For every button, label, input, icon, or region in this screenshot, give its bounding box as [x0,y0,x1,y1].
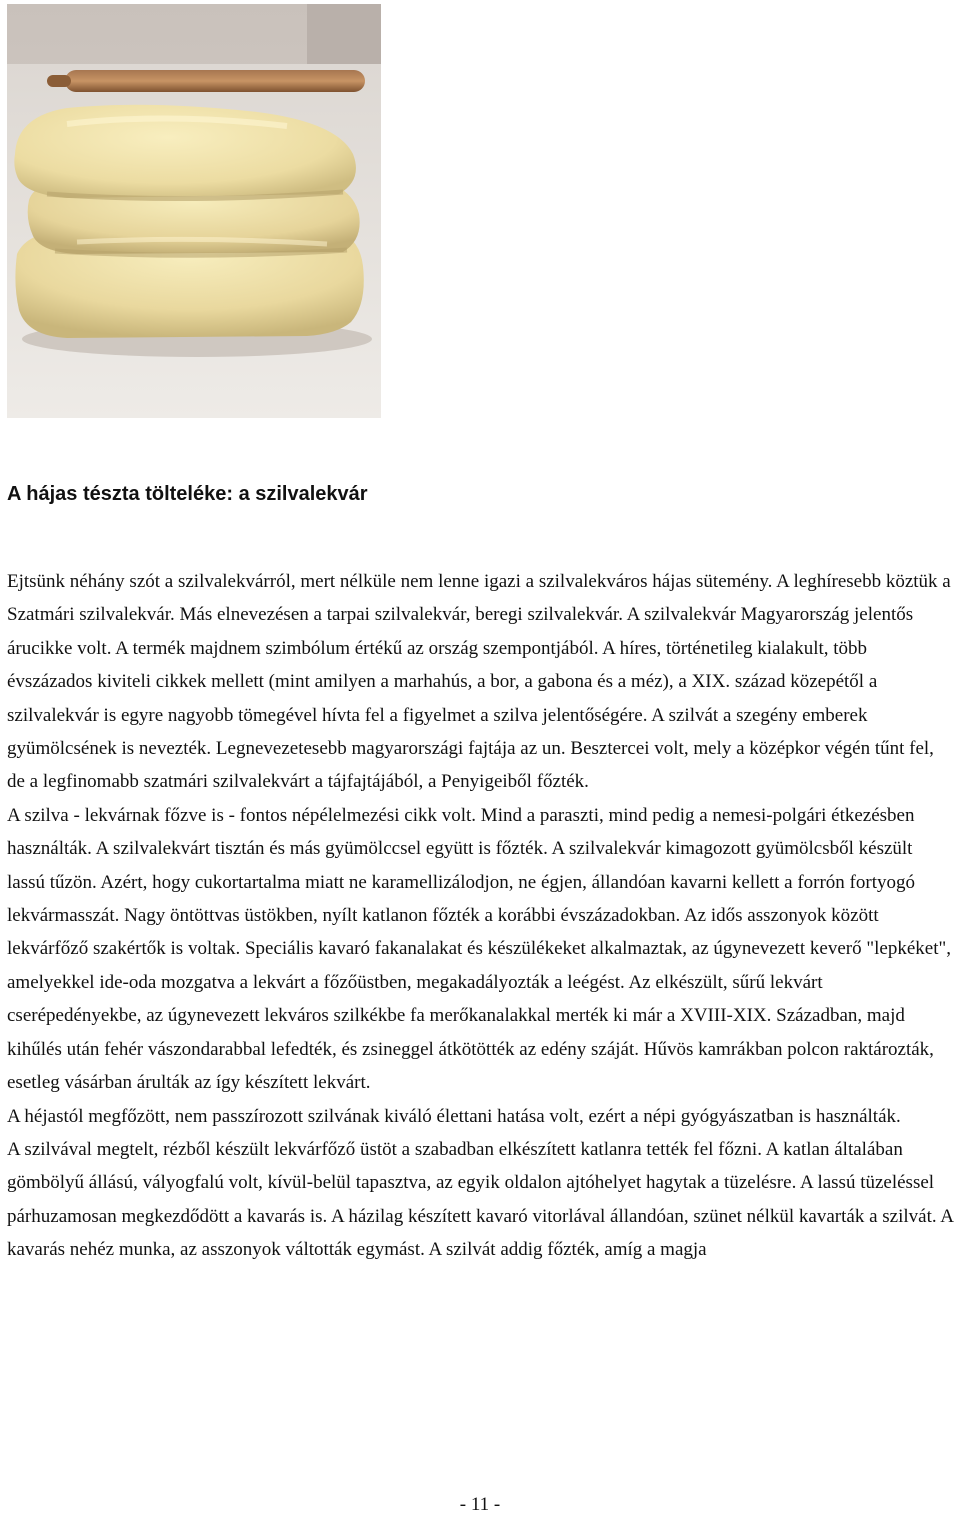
folded-dough-photo [7,4,381,418]
paragraph: A szilvával megtelt, rézből készült lekvárfőző üstöt a szabadban elkészített katlanra tették fel főzni. A katlan általában gömbölyű állású, vályogfalú volt, kívül-belül tapasztva, az egyik oldalon ajtóhelyet hagytak a tüzelésre. A lassú tüzeléssel párhuzamosan megkezdődött a kavarás is. A házilag készített kavaró vitorlával állandóan, szünet nélkül kavarták a szilvát. A kavarás nehéz munka, az asszonyok váltották egymást. A szilvát addig főzték, amíg a magja [7,1138,953,1261]
page-number: - 11 - [459,1494,501,1515]
folded-dough-illustration [7,4,381,418]
section-heading: A hájas tészta tölteléke: a szilvalekvár [7,483,368,505]
paragraph: Ejtsünk néhány szót a szilvalekvárról, mert nélküle nem lenne igazi a szilvalekváros hájas sütemény. A leghíresebb köztük a Szatmári szilvalekvár. Más elnevezésen a tarpai szilvalekvár, beregi szilvalekvár. A szilvalekvár Magyarország jelentős árucikke volt. A termék majdnem szimbólum értékű az ország szempontjából. A híres, történetileg kialakult, több évszázados kiviteli cikkek mellett (mint amilyen a marhahús, a bor, a gabona és a méz), a XIX. század közepétől a szilvalekvár is egyre nagyobb tömegével hívta fel a figyelmet a szilva jelentőségére. A szilvát a szegény emberek gyümölcsének is nevezték. Legnevezetesebb magyarországi fajtája az un. Besztercei volt, mely a középkor végén tűnt fel, de a legfinomabb szatmári szilvalekvárt a tájfajtájából, a Penyigeiből főzték. [7,571,951,793]
paragraph: A héjastól megfőzött, nem passzírozott szilvának kiváló élettani hatása volt, ezért a népi gyógyászatban is használták. [7,1105,901,1127]
article-body [7,565,955,1267]
paragraph: A szilva - lekvárnak főzve is - fontos népélelmezési cikk volt. Mind a paraszti, mind pedig a nemesi-polgári étkezésben használták. A szilvalekvárt tisztán és más gyümölccsel együtt is főzték. A szilvalekvár kimagozott gyümölcsből készült lassú tűzön. Azért, hogy cukortartalma miatt ne karamellizálodjon, ne égjen, állandóan kavarni kellett a forrón fortyogó lekvármasszát. Nagy öntöttvas üstökben, nyílt katlanon főzték a korábbi évszázadokban. Az idős asszonyok között lekvárfőző szakértők is voltak. Speciális kavaró fakanalakat és készülékeket alkalmaztak, az úgynevezett keverő "lepkéket", amelyekkel ide-oda mozgatva a lekvárt a főzőüstben, megakadályozták a leégést. Az elkészült, sűrű lekvárt cserépedényekbe, az úgynevezett lekváros szilkékbe fa merőkanalakkal merték ki már a XVIII-XIX. Században, majd kihűlés után fehér vászondarabbal lefedték, és zsineggel átkötötték az edény száját. Hűvös kamrákban polcon raktározták, esetleg vásárban árulták az így készített lekvárt. [7,804,951,1094]
